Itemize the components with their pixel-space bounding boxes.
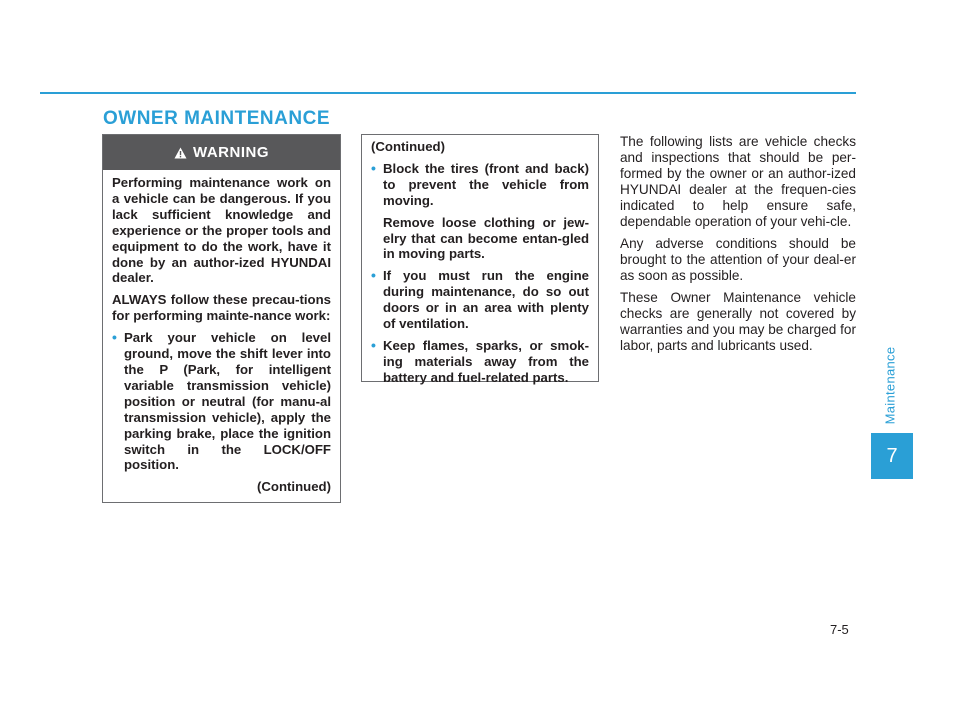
- warning-lead: ALWAYS follow these precau-tions for performing mainte-nance work:: [112, 292, 331, 324]
- chapter-tab: 7: [871, 433, 913, 479]
- list-item: [371, 268, 589, 332]
- warning-body: [103, 170, 340, 495]
- bullet-text: Keep flames, sparks, or smok-ing materials away from the battery and fuel-related parts.: [383, 337, 589, 385]
- body-paragraph: The following lists are vehicle checks and inspections that should be per-formed by the owner or an author-ized HYUNDAI dealer at the frequen-cies indicated to help ensure safe, dependable operation of your vehi-cle.: [620, 134, 856, 229]
- bullet-icon: •: [371, 267, 376, 284]
- side-tab-text: Maintenance: [882, 346, 898, 424]
- warning-triangle-icon: [174, 147, 187, 159]
- warning-box: [102, 134, 341, 503]
- bullet-icon: •: [371, 336, 376, 353]
- body-paragraph: Any adverse conditions should be brought to the attention of your deal-er as soon as possible.: [620, 236, 856, 283]
- sub-paragraph: Remove loose clothing or jew-elry that can become entan-gled in moving parts.: [383, 214, 589, 262]
- bullet-text: Block the tires (front and back) to prevent the vehicle from moving.: [383, 160, 589, 208]
- warning-header: [103, 135, 340, 170]
- bullet-text: If you must run the engine during maintenance, do so out doors or in an area with plenty of ventilation.: [383, 268, 589, 332]
- body-text-column: [620, 134, 856, 360]
- continued-bullet-list-2: [371, 268, 589, 385]
- list-item: [112, 330, 331, 473]
- warning-bullet-list: [112, 330, 331, 473]
- list-item: [371, 338, 589, 386]
- top-rule: [40, 92, 856, 94]
- list-item: [371, 161, 589, 209]
- bullet-icon: •: [371, 159, 376, 176]
- warning-intro: Performing maintenance work on a vehicle can be dangerous. If you lack sufficient knowledge and experience or the proper tools and equipment to do the work, have it done by an author-ized HYUNDAI dealer.: [112, 175, 331, 286]
- section-title: OWNER MAINTENANCE: [103, 108, 330, 129]
- warning-header-label: WARNING: [193, 144, 269, 161]
- continued-warning-box: [361, 134, 599, 385]
- page-number: 7-5: [830, 622, 849, 637]
- warning-bullet-text: Park your vehicle on level ground, move the shift lever into the P (Park, for intelligent variable transmission vehicle) position or neutral (for manu-al transmission vehicle), apply the parking brake, place the ignition switch in the LOCK/OFF position.: [124, 330, 331, 473]
- continued-heading: (Continued): [371, 139, 445, 154]
- body-paragraph: These Owner Maintenance vehicle checks are generally not covered by warranties and you may be charged for labor, parts and lubricants used.: [620, 290, 856, 353]
- side-tab-label: [873, 330, 907, 440]
- continued-label: (Continued): [257, 479, 331, 495]
- bullet-icon: •: [112, 329, 117, 346]
- continued-body: [362, 135, 598, 386]
- continued-bullet-list: [371, 161, 589, 209]
